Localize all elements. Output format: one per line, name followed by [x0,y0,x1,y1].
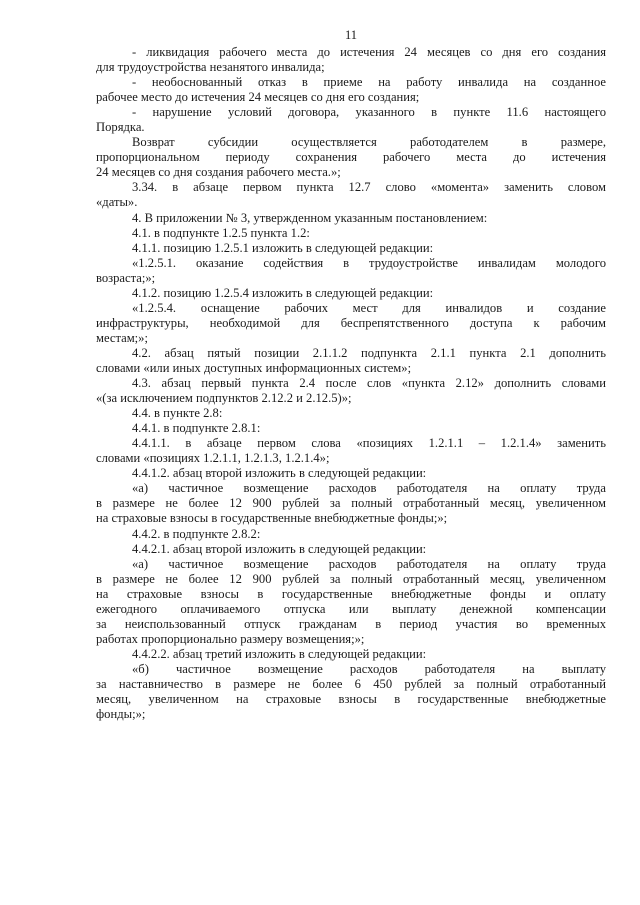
document-page [96,0,606,905]
text-line: пропорциональном периоду сохранения рабочего места до истечения [96,150,606,165]
text-line: для трудоустройства незанятого инвалида; [96,60,325,75]
text-line: 4.1. в подпункте 1.2.5 пункта 1.2: [132,225,310,240]
text-line: месяц, увеличенном на страховые взносы в государственные внебюджетные [96,692,606,707]
text-line: 4.4.2.2. абзац третий изложить в следующей редакции: [132,646,427,661]
text-line: фонды;»; [96,707,146,722]
text-line: - ликвидация рабочего места до истечения 24 месяцев со дня его создания [132,45,606,59]
text-line: словами «или иных доступных информационных систем»; [96,360,412,375]
text-line: 4.3. абзац первый пункта 2.4 после слов «пункта 2.12» дополнить словами [132,376,606,391]
text-line: Возврат субсидии осуществляется работодателем в размере, [132,135,606,150]
text-line: 4.1.2. позицию 1.2.5.4 изложить в следующей редакции: [132,285,434,300]
document-body [96,45,606,722]
text-line: «1.2.5.1. оказание содействия в трудоустройстве инвалидам молодого [132,255,606,270]
text-line: 4.4. в пункте 2.8: [132,406,223,421]
page-number: 11 [344,28,358,42]
text-line: - нарушение условий договора, указанного в пункте 11.6 настоящего [132,105,606,120]
text-line: Порядка. [96,120,145,135]
text-line: «б) частичное возмещение расходов работодателя на выплату [132,661,606,676]
text-line: «1.2.5.4. оснащение рабочих мест для инвалидов и создание [132,300,606,315]
text-line: за наставничество в размере не более 6 450 рублей за полный отработанный [96,676,606,691]
text-line: «даты». [96,195,138,210]
text-line: словами «позициях 1.2.1.1, 1.2.1.3, 1.2.1.4»; [96,451,330,466]
text-line: 4.4.2. в подпункте 2.8.2: [132,526,261,541]
text-line: 4.4.2.1. абзац второй изложить в следующей редакции: [132,541,427,556]
text-line: 4.4.1.1. в абзаце первом слова «позициях 1.2.1.1 – 1.2.1.4» заменить [132,436,606,451]
text-line: «а) частичное возмещение расходов работодателя на оплату труда [132,556,606,571]
text-line: 4.4.1.2. абзац второй изложить в следующей редакции: [132,466,427,481]
text-line: 4.4.1. в подпункте 2.8.1: [132,421,261,436]
text-line: 4. В приложении № 3, утвержденном указанным постановлением: [132,210,488,225]
text-line: «а) частичное возмещение расходов работодателя на оплату труда [132,481,606,496]
text-line: на страховые взносы в государственные внебюджетные фонды и оплату [96,586,606,601]
text-line: - необоснованный отказ в приеме на работу инвалида на созданное [132,75,606,90]
text-line: «(за исключением подпунктов 2.12.2 и 2.12.5)»; [96,391,352,406]
text-line: 24 месяцев со дня создания рабочего места.»; [96,165,341,180]
text-line: инфраструктуры, необходимой для беспрепятственного доступа к рабочим [96,315,606,330]
text-line: 4.2. абзац пятый позиции 2.1.1.2 подпункта 2.1.1 пункта 2.1 дополнить [132,345,606,360]
text-line: за неиспользованный отпуск гражданам в период участия во временных [96,616,606,631]
text-line: в размере не более 12 900 рублей за полный отработанный месяц, увеличенном [96,496,606,511]
text-line: 3.34. в абзаце первом пункта 12.7 слово «момента» заменить словом [132,180,606,195]
text-line: 4.1.1. позицию 1.2.5.1 изложить в следующей редакции: [132,240,434,255]
text-line: на страховые взносы в государственные внебюджетные фонды;»; [96,511,448,526]
text-line: местам;»; [96,330,148,345]
text-line: ежегодного оплачиваемого отпуска или выплату денежной компенсации [96,601,606,616]
text-line: возраста;»; [96,270,156,285]
text-line: работах пропорционально размеру возмещения;»; [96,631,365,646]
text-line: рабочее место до истечения 24 месяцев со дня его создания; [96,90,420,105]
text-line: в размере не более 12 900 рублей за полный отработанный месяц, увеличенном [96,571,606,586]
